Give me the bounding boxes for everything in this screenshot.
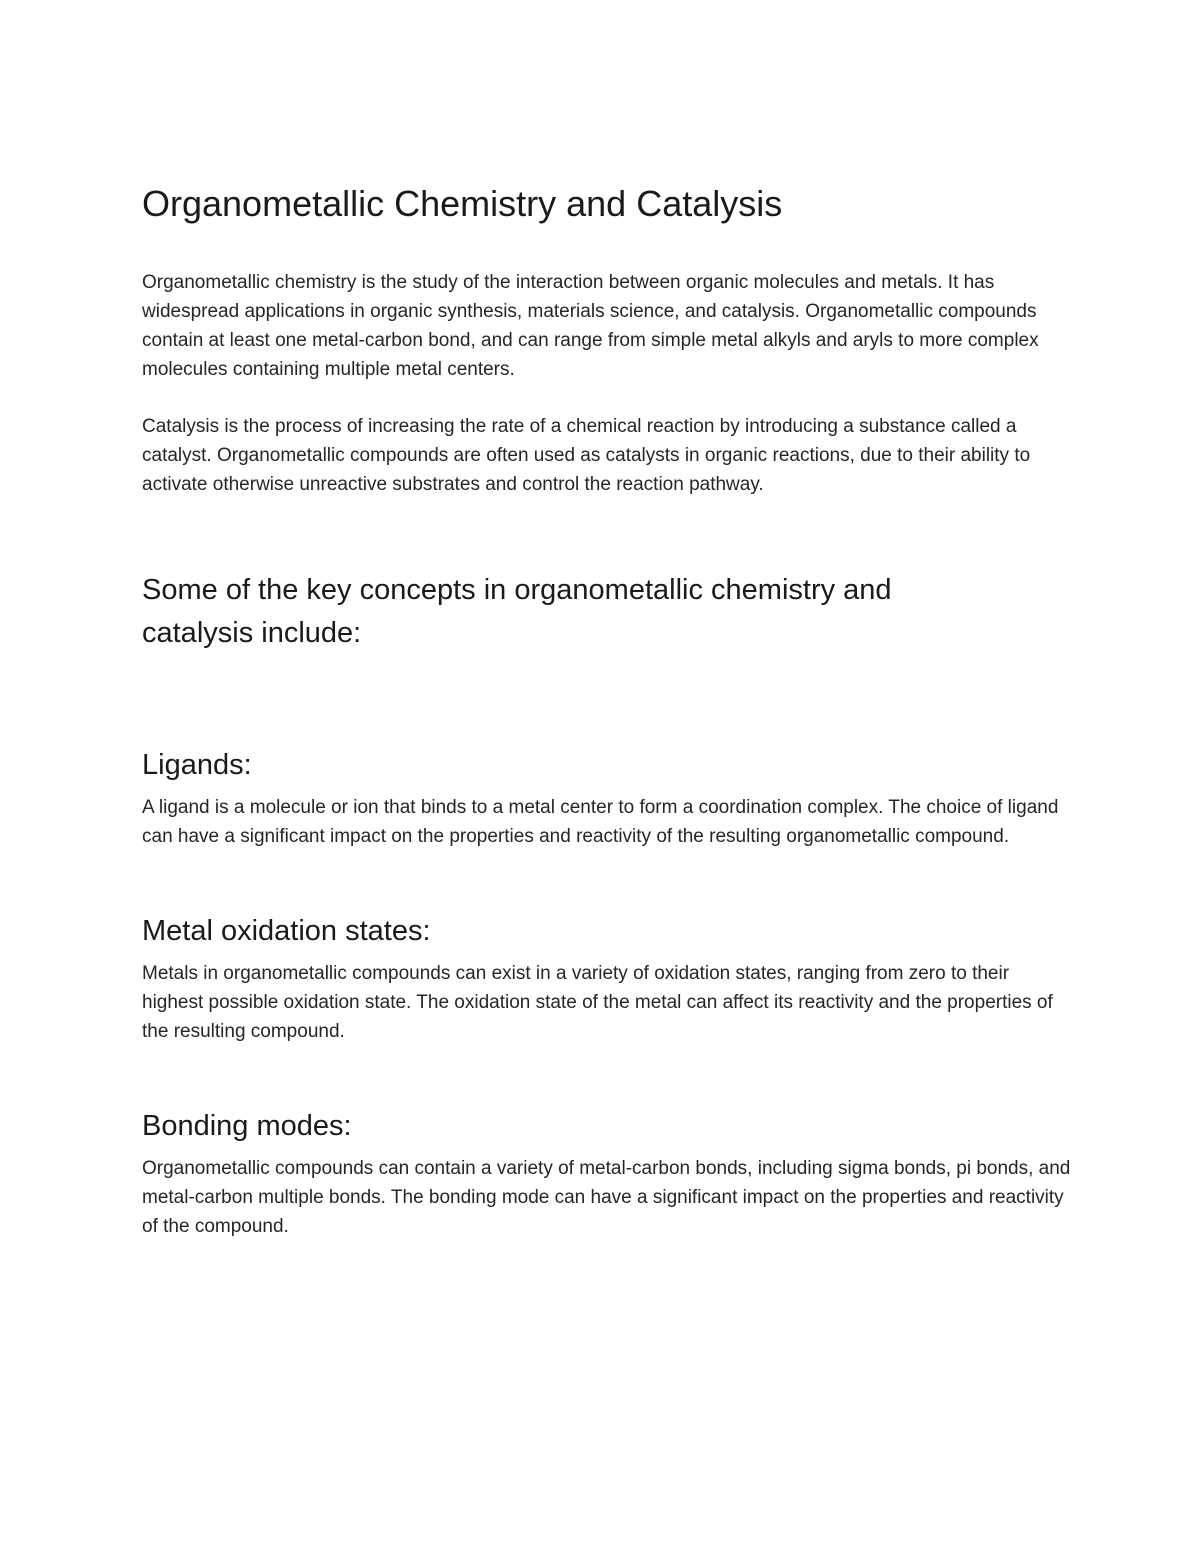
concept-section-oxidation-states: [142, 911, 1072, 1046]
section-body: Metals in organometallic compounds can exist in a variety of oxidation states, ranging from zero to their highest possible oxidation state. The oxidation state of the metal can affect its reactivity and the properties of the resulting compound.: [142, 963, 1053, 1042]
document-title: Organometallic Chemistry and Catalysis: [142, 183, 783, 224]
section-heading: Ligands:: [142, 749, 252, 781]
section-heading: Metal oxidation states:: [142, 915, 431, 947]
section-body: A ligand is a molecule or ion that binds to a metal center to form a coordination complex. The choice of ligand can have a significant impact on the properties and reactivity of the resulting organometallic compound.: [142, 797, 1059, 847]
concept-section-ligands: [142, 745, 1072, 851]
section-heading: Bonding modes:: [142, 1110, 352, 1142]
intro-paragraph: Organometallic chemistry is the study of the interaction between organic molecules and metals. It has widespread applications in organic synthesis, materials science, and catalysis. Organometallic compounds contain at least one metal-carbon bond, and can range from simple metal alkyls and aryls to more complex molecules containing multiple metal centers.: [142, 272, 1039, 380]
section-body: Organometallic compounds can contain a variety of metal-carbon bonds, including sigma bonds, pi bonds, and metal-carbon multiple bonds. The bonding mode can have a significant impact on the properties and reactivity of the compound.: [142, 1158, 1071, 1237]
intro-paragraph: Catalysis is the process of increasing the rate of a chemical reaction by introducing a substance called a catalyst. Organometallic compounds are often used as catalysts in organic reactions, due to their ability to activate otherwise unreactive substrates and control the reaction pathway.: [142, 416, 1031, 495]
key-concepts-heading: Some of the key concepts in organometallic chemistry and catalysis include:: [142, 574, 892, 649]
document-content: [142, 180, 1072, 1301]
concept-section-bonding-modes: [142, 1106, 1072, 1241]
